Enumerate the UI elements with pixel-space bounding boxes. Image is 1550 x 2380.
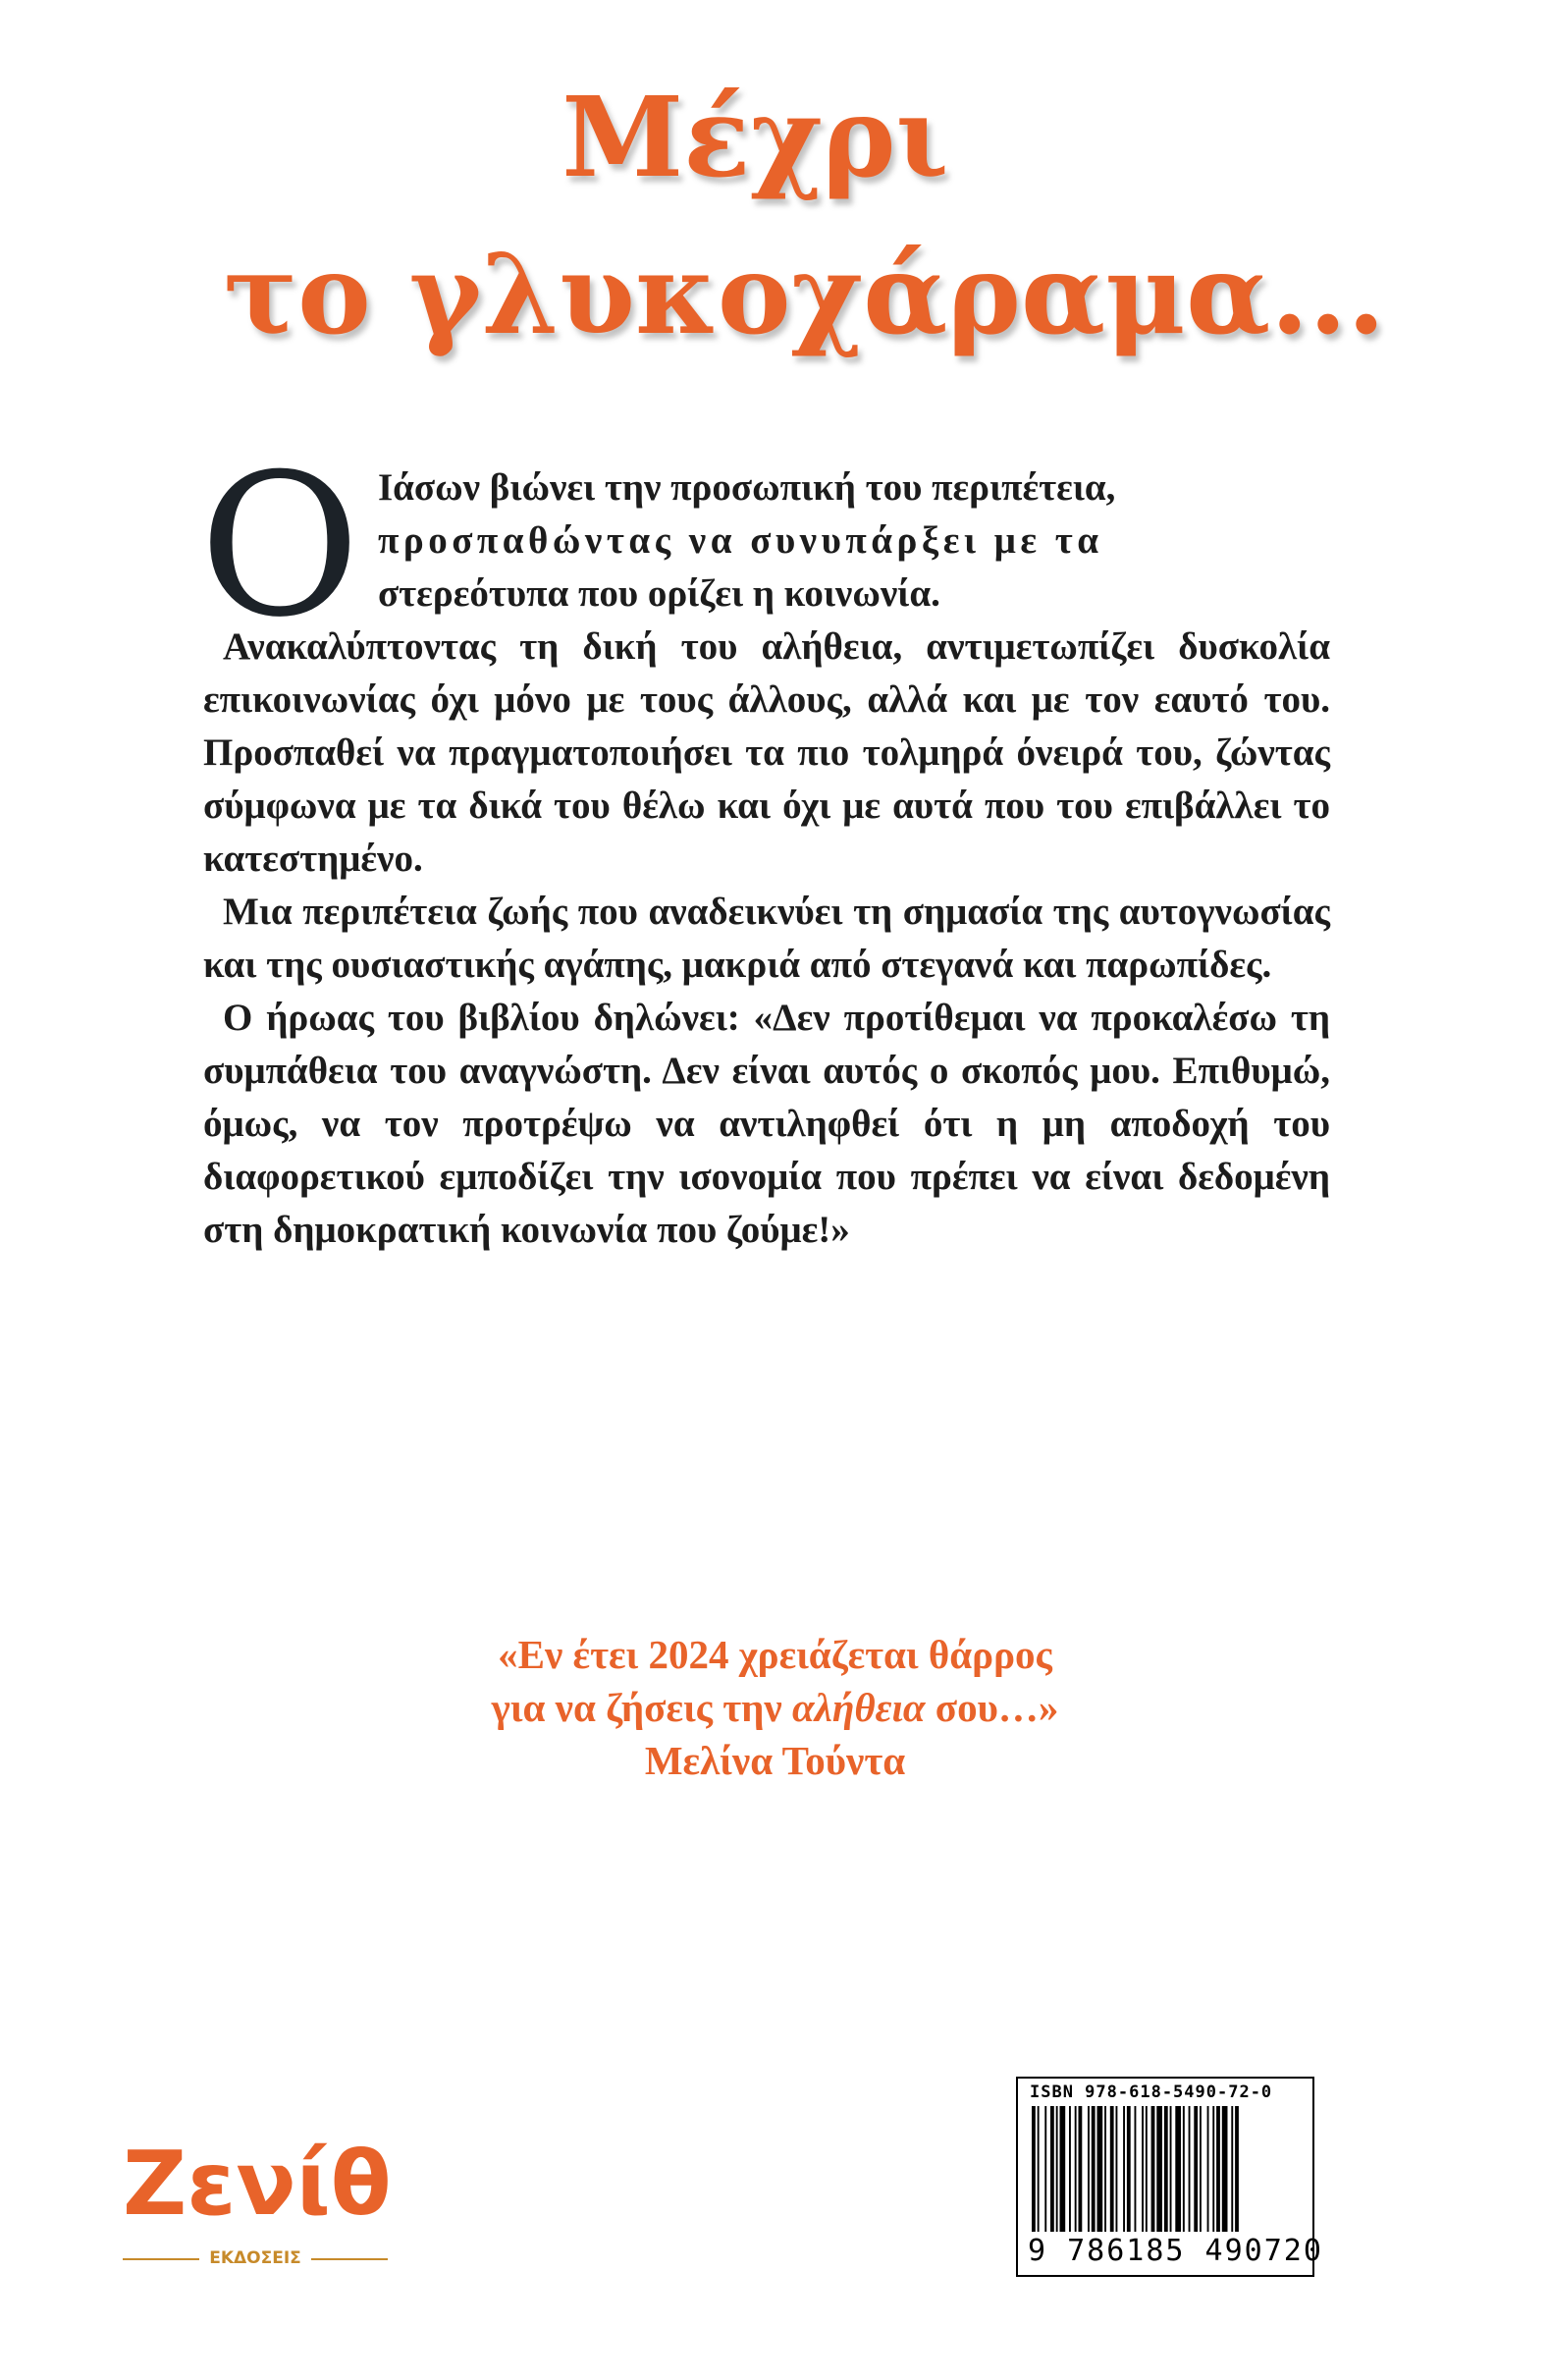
barcode-bar	[1142, 2106, 1144, 2232]
barcode-bar	[1060, 2106, 1066, 2232]
blurb-p1-line3: στερεότυπα που ορίζει η κοινωνία.	[377, 572, 940, 615]
publisher-logo	[123, 2133, 407, 2288]
barcode-bar	[1183, 2106, 1185, 2232]
barcode-bar	[1044, 2106, 1046, 2232]
barcode-bar	[1050, 2106, 1054, 2232]
quote-line-2-end: σου…»	[925, 1685, 1059, 1730]
barcode-bar	[1104, 2106, 1106, 2232]
barcode-bar	[1088, 2106, 1090, 2232]
quote-emphasis: αλήθεια	[791, 1685, 926, 1730]
barcode-bar	[1127, 2106, 1131, 2232]
quote-line-2	[0, 1681, 1550, 1734]
isbn-barcode	[1016, 2077, 1323, 2277]
publisher-logo-text: Ζενίθ	[123, 2133, 392, 2236]
barcode-bars-icon	[1028, 2106, 1303, 2232]
blurb-paragraph-3: Μια περιπέτεια ζωής που αναδεικνύει τη σημασία της αυτογνωσίας και της ουσιαστικής αγάπης, μακριά από στεγανά και παρωπίδες.	[203, 891, 1330, 986]
barcode-bar	[1069, 2106, 1071, 2232]
barcode-bar	[1097, 2106, 1103, 2232]
book-title-line-1: Μέχρι	[561, 74, 949, 202]
barcode-bar	[1151, 2106, 1155, 2232]
barcode-bar	[1175, 2106, 1181, 2232]
isbn-label: ISBN 978-618-5490-72-0	[1030, 2082, 1273, 2102]
barcode-bar	[1222, 2106, 1228, 2232]
blurb-paragraph-2: Ανακαλύπτοντας τη δική του αλήθεια, αντιμετωπίζει δυσκολία επικοινωνίας όχι μόνο με τους άλλους, αλλά και με τον εαυτό του. Προσπαθεί να πραγματοποιήσει τα πιο τολμηρά όνειρά του, ζώντας σύμφωνα με τα δικά του θέλω και όχι με αυτά που του επιβάλλει το κατεστημένο.	[203, 625, 1330, 880]
barcode-bar	[1207, 2106, 1209, 2232]
blurb-p1-line2: προσπαθώντας να συνυπάρξει με τα	[377, 519, 1103, 562]
barcode-bar	[1146, 2106, 1148, 2232]
barcode-bar	[1079, 2106, 1083, 2232]
endorsement-quote	[0, 1628, 1550, 1787]
barcode-bar	[1164, 2106, 1168, 2232]
barcode-bar	[1032, 2106, 1036, 2232]
publisher-subtitle-text: ΕΚΔΟΣΕΙΣ	[199, 2248, 311, 2268]
barcode-bar	[1231, 2106, 1233, 2232]
barcode-bar	[1189, 2106, 1191, 2232]
barcode-bar	[1194, 2106, 1198, 2232]
blurb-p1-line1: Ιάσων βιώνει την προσωπική του περιπέτεια,	[377, 466, 1116, 509]
barcode-bar	[1135, 2106, 1137, 2232]
barcode-bar	[1123, 2106, 1125, 2232]
barcode-bar	[1110, 2106, 1114, 2232]
quote-line-1: «Εν έτει 2024 χρειάζεται θάρρος	[498, 1632, 1052, 1677]
barcode-bar	[1200, 2106, 1202, 2232]
blurb-text	[199, 432, 1330, 1257]
isbn-digits: 9 786185 490720	[1028, 2234, 1323, 2268]
barcode-bar	[1216, 2106, 1220, 2232]
book-title-line-2: το γλυκοχάραμα...	[223, 231, 1386, 359]
barcode-bar	[1075, 2106, 1077, 2232]
barcode-bar	[1170, 2106, 1172, 2232]
quote-line-2-start: για να ζήσεις την	[491, 1685, 792, 1730]
blurb-paragraph-4: Ο ήρωας του βιβλίου δηλώνει: «Δεν προτίθεμαι να προκαλέσω τη συμπάθεια του αναγνώστη. Δεν είναι αυτός ο σκοπός μου. Επιθυμώ, όμως, να τον προτρέψω να αντιληφθεί ότι η μη αποδοχή του διαφορετικού εμποδίζει την ισονομία που πρέπει να είναι δεδομένη στη δημοκρατική κοινωνία που ζούμε!»	[203, 997, 1330, 1251]
barcode-bar	[1212, 2106, 1214, 2232]
barcode-bar	[1156, 2106, 1162, 2232]
publisher-subtitle	[123, 2248, 388, 2268]
barcode-bar	[1235, 2106, 1239, 2232]
barcode-bar	[1092, 2106, 1096, 2232]
barcode-bar	[1116, 2106, 1118, 2232]
quote-author: Μελίνα Τούντα	[644, 1738, 906, 1783]
barcode-bar	[1038, 2106, 1040, 2232]
drop-cap: Ο	[199, 432, 360, 661]
blurb-paragraph-1	[199, 432, 1330, 661]
barcode-bar	[1056, 2106, 1058, 2232]
